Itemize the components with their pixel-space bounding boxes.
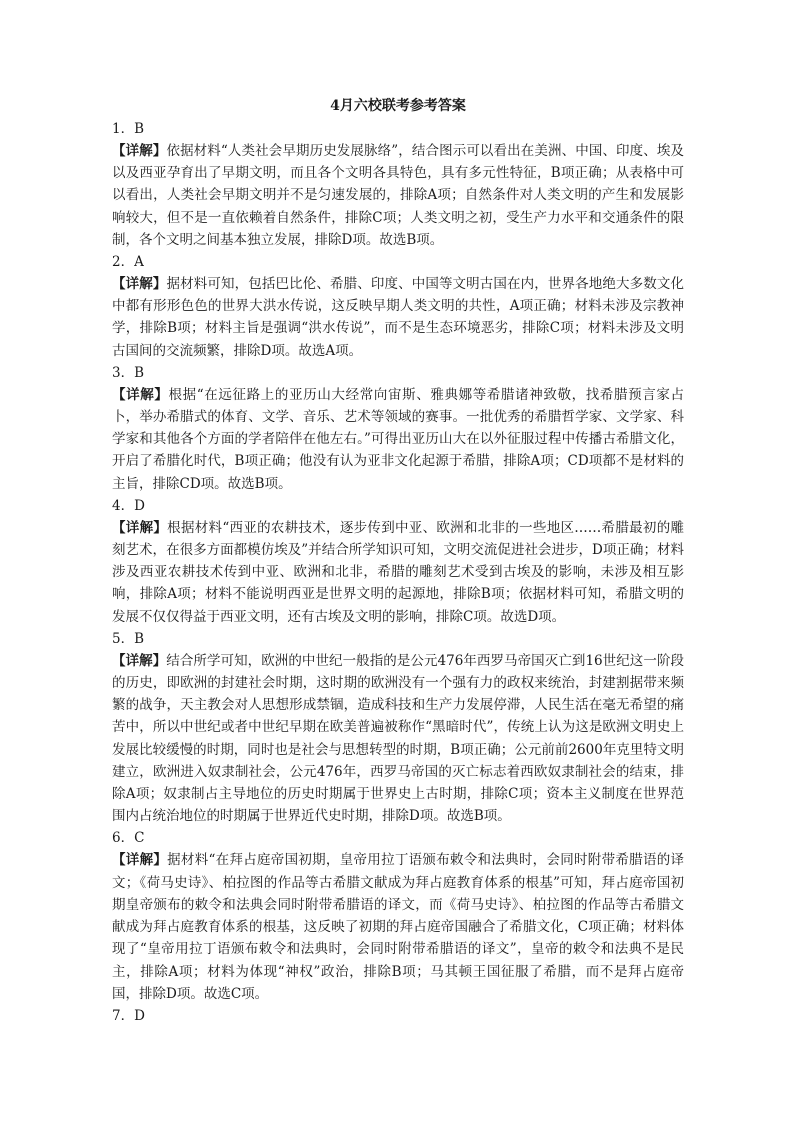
answer-item-5 <box>112 628 684 828</box>
explanation-tag: 【详解】 <box>112 143 167 159</box>
explanation-text <box>112 650 684 828</box>
question-number: 5．B <box>112 630 145 647</box>
answer-item-3 <box>112 362 684 495</box>
explanation-tag: 【详解】 <box>112 519 168 536</box>
answer-item-4 <box>112 495 684 628</box>
explanation-text <box>112 384 684 495</box>
explanation-text <box>112 140 684 251</box>
explanation-text <box>112 849 684 1004</box>
answer-item-2 <box>112 251 684 362</box>
explanation-tag: 【详解】 <box>112 852 168 869</box>
document-title: 4月六校联考参考答案 <box>330 98 466 114</box>
explanation-body: 根据材料“西亚的农耕技术，逐步传到中亚、欧洲和北非的一些地区……希腊最初的雕刻艺术，在很多方面都模仿埃及”并结合所学知识可知，文明交流促进社会进步，D项正确；材料涉及西亚农耕技术传到中亚、欧洲和北非，希腊的雕刻艺术受到古埃及的影响，未涉及相互影响，排除A项；材料不能说明西亚是世界文明的起源地，排除B项；依据材料可知，希腊文明的发展不仅仅得益于西亚文明，还有古埃及文明的影响，排除C项。故选D项。 <box>112 519 685 625</box>
explanation-body: 据材料“在拜占庭帝国初期，皇帝用拉丁语颁布敕令和法典时，会同时附带希腊语的译文；《荷马史诗》、柏拉图的作品等古希腊文献成为拜占庭教育体系的根基”可知，拜占庭帝国初期皇帝颁布的敕令和法典会同时附带希腊语的译文，而《荷马史诗》、柏拉图的作品等古希腊文献成为拜占庭教育体系的根基，这反映了初期的拜占庭帝国融合了希腊文化，C项正确；材料体现了“皇帝用拉丁语颁布敕令和法典时，会同时附带希腊语的译文”，皇帝的敕令和法典不是民主，排除A项；材料为体现“神权”政治，排除B项；马其顿王国征服了希腊，而不是拜占庭帝国，排除D项。故选C项。 <box>112 852 685 1002</box>
explanation-body: 结合所学可知，欧洲的中世纪一般指的是公元476年西罗马帝国灭亡到16世纪这一阶段的历史，即欧洲的封建社会时期，这时期的欧洲没有一个强有力的政权来统治，封建割据带来频繁的战争，天主教会对人思想形成禁锢，造成科技和生产力发展停滞，人民生活在毫无希望的痛苦中，所以中世纪或者中世纪早期在欧美普遍被称作“黑暗时代”，传统上认为这是欧洲文明史上发展比较缓慢的时期，同时也是社会与思想转型的时期，B项正确；公元前前2600年克里特文明建立，欧洲进入奴隶制社会，公元476年，西罗马帝国的灭亡标志着西欧奴隶制社会的结束，排除A项；奴隶制占主导地位的历史时期属于世界史上古时期，排除C项；资本主义制度在世界范围内占统治地位的时期属于世界近代史时期，排除D项。故选B项。 <box>112 652 685 825</box>
explanation-body: 根据“在远征路上的亚历山大经常向宙斯、雅典娜等希腊诸神致敬，找希腊预言家占卜，举办希腊式的体育、文学、音乐、艺术等领域的赛事。一批优秀的希腊哲学家、文学家、科学家和其他各个方面的学者陪伴在他左右。”可得出亚历山大在以外征服过程中传播古希腊文化，开启了希腊化时代，B项正确；他没有认为亚非文化起源于希腊，排除A项；CD项都不是材料的主旨，排除CD项。故选B项。 <box>112 386 685 492</box>
explanation-text <box>112 273 684 362</box>
explanation-tag: 【详解】 <box>112 386 169 403</box>
question-number: 7．D <box>112 1007 145 1024</box>
question-number: 3．B <box>112 364 145 381</box>
question-number: 4．D <box>112 497 145 514</box>
explanation-tag: 【详解】 <box>112 652 167 669</box>
explanation-text <box>112 517 684 628</box>
explanation-body: 据材料可知，包括巴比伦、希腊、印度、中国等文明古国在内，世界各地绝大多数文化中都有形形色色的世界大洪水传说，这反映早期人类文明的共性，A项正确；材料未涉及宗教神学，排除B项；材料主旨是强调“洪水传说”，而不是生态环境恶劣，排除C项；材料未涉及文明古国间的交流频繁，排除D项。故选A项。 <box>112 276 685 359</box>
answer-item-6 <box>112 827 684 1004</box>
answer-item-1 <box>112 118 684 251</box>
answer-document <box>112 96 684 1027</box>
question-number: 2．A <box>112 254 144 271</box>
question-number: 6．C <box>112 830 145 847</box>
explanation-body: 依据材料“人类社会早期历史发展脉络”，结合图示可以看出在美洲、中国、印度、埃及以及西亚孕育出了早期文明，而且各个文明各具特色，具有多元性特征，B项正确；从表格中可以看出，人类社会早期文明并不是匀速发展的，排除A项；自然条件对人类文明的产生和发展影响较大，但不是一直依赖着自然条件，排除C项；人类文明之初，受生产力水平和交通条件的限制，各个文明之间基本独立发展，排除D项。故选B项。 <box>112 143 684 248</box>
explanation-tag: 【详解】 <box>112 276 167 293</box>
answer-item-7 <box>112 1005 684 1027</box>
question-number: 1．B <box>112 121 145 137</box>
